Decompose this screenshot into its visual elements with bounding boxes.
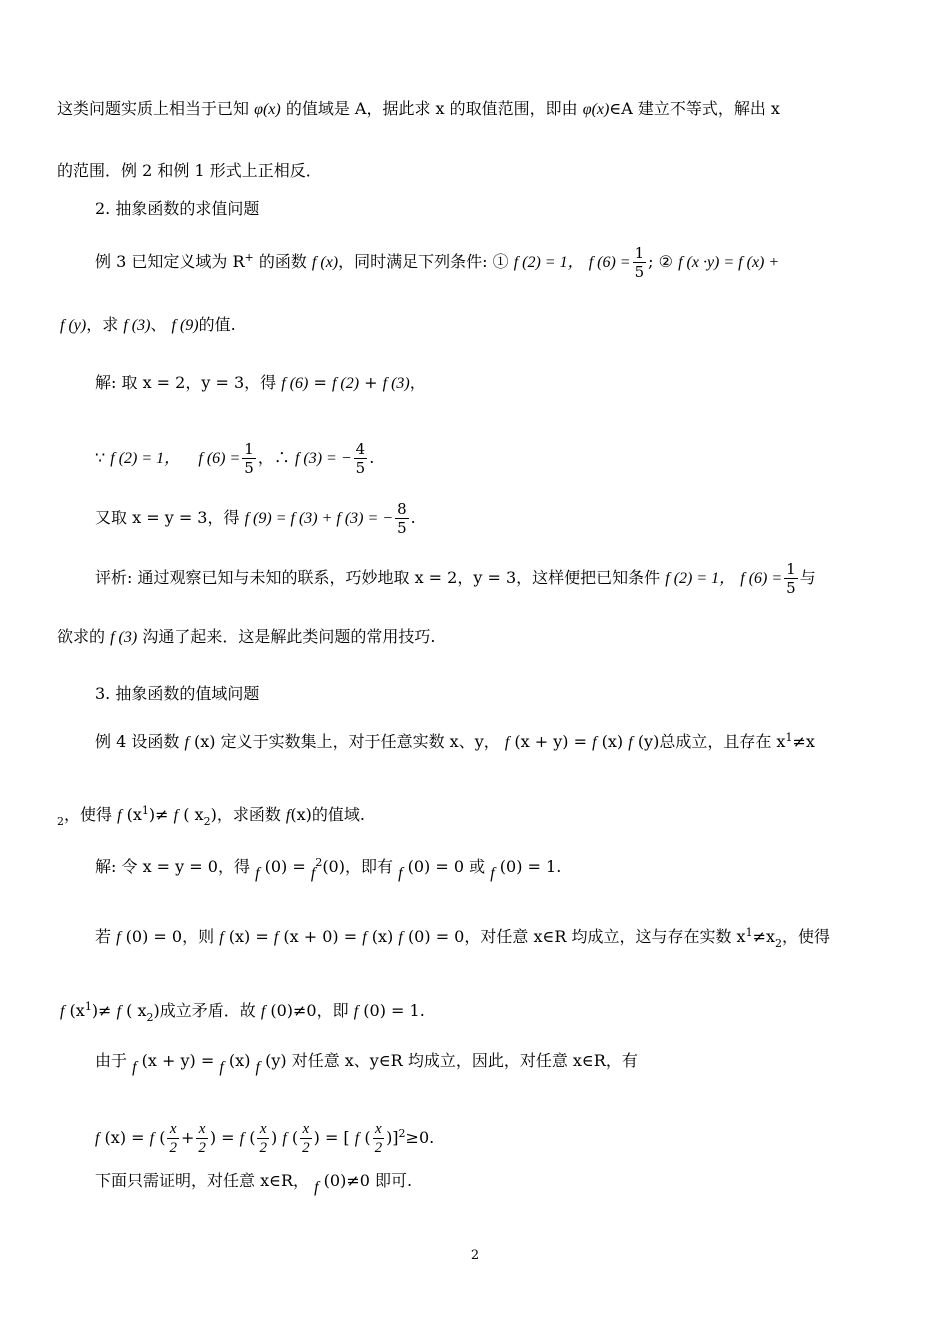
math: f: [60, 1003, 65, 1020]
text: (0)≠0 即可.: [323, 1171, 413, 1190]
math: f: [116, 1003, 122, 1020]
example-4-line-1: [0, 727, 950, 754]
text: ∵: [95, 448, 106, 467]
example-4-line-2: [0, 800, 950, 833]
text: 与: [799, 568, 816, 587]
math: f: [95, 1130, 100, 1147]
text: (0) = 0，对任意 x∈R 均成立，这与存在实数 x: [407, 927, 746, 946]
subscript: 1: [84, 1000, 92, 1013]
text: ≠x: [752, 927, 775, 946]
math: f (2): [331, 375, 360, 392]
math: f: [592, 734, 597, 751]
paragraph-line-2: [0, 160, 950, 182]
text: ，: [409, 373, 426, 392]
fraction: $\frac{1}{5}$: [244, 440, 254, 477]
paragraph-line-1: [0, 98, 950, 121]
subscript: 2: [203, 815, 211, 828]
subscript: 1: [141, 804, 149, 817]
math: f (3) = −: [294, 450, 352, 467]
text: .: [410, 508, 416, 527]
text: (x): [601, 732, 624, 751]
text: ，求: [86, 315, 119, 334]
solution-line-1: [0, 372, 950, 395]
fraction: $\frac{x}{2}$: [374, 1121, 383, 1156]
text: ( x: [126, 1001, 147, 1020]
text: ; ②: [648, 252, 673, 271]
text: (x: [69, 1001, 85, 1020]
text: ( x: [183, 805, 204, 824]
text: +: [180, 1128, 195, 1147]
section-heading-2: [0, 198, 950, 220]
text: (0) = 0，则: [125, 927, 215, 946]
text: (x + 0) =: [283, 927, 358, 946]
fraction: $\frac{x}{2}$: [302, 1121, 310, 1156]
text: 、: [150, 315, 167, 334]
text: ，使得: [64, 805, 113, 824]
text: 的函数: [258, 252, 307, 271]
text: (: [159, 1128, 166, 1147]
text: (0)，即有: [322, 857, 393, 876]
math: f: [490, 865, 495, 882]
superscript: 2: [315, 856, 323, 869]
text: 评析: 通过观察已知与未知的联系，巧妙地取 x = 2，y = 3，这样便把已知条件: [95, 568, 661, 587]
solution-4-line-1: [0, 852, 950, 885]
heading-text: 3. 抽象函数的值域问题: [95, 684, 260, 703]
review-line-2: [0, 626, 950, 649]
math: f (3): [110, 629, 138, 646]
text: )≠: [148, 805, 169, 824]
example-3-line-2: [0, 314, 950, 337]
math: f: [354, 1130, 360, 1147]
math: f (x ·y) = f (x) +: [678, 254, 780, 271]
math: f: [255, 1059, 260, 1076]
math: f: [314, 1179, 319, 1196]
text: ≥0.: [405, 1128, 435, 1147]
text: 的值.: [198, 315, 236, 334]
page-number: 2: [470, 1248, 480, 1263]
text: (x) =: [104, 1128, 145, 1147]
text: )]: [386, 1128, 399, 1147]
text: 又取 x = y = 3，得: [95, 508, 240, 527]
fraction: $\frac{x}{2}$: [259, 1121, 267, 1156]
math: f: [149, 1130, 155, 1147]
math: f: [398, 865, 403, 882]
text: (x: [126, 805, 142, 824]
text: ，使得: [782, 927, 831, 946]
fraction: $\frac{1}{5}$: [634, 244, 645, 281]
text: 由于: [95, 1051, 128, 1070]
math: f (y): [60, 317, 87, 334]
subscript: 2: [775, 937, 782, 950]
text: (0)≠0，即: [270, 1001, 349, 1020]
math: f: [628, 734, 633, 751]
text: 的值域是 A，据此求 x 的取值范围，即由: [285, 99, 578, 118]
math: f: [285, 807, 291, 824]
text: ，∴: [257, 448, 290, 467]
math: f (6) =: [198, 450, 241, 467]
text: (y) 对任意 x、y∈R 均成立，因此，对任意 x∈R，有: [265, 1051, 638, 1070]
math: f: [398, 929, 403, 946]
superscript: 2: [398, 1127, 406, 1140]
text: 例 3 已知定义域为 R: [95, 252, 245, 271]
text: (: [249, 1128, 256, 1147]
fraction: $\frac{1}{5}$: [786, 560, 796, 597]
text: (y)总成立，且存在 x: [637, 732, 786, 751]
text: 这类问题实质上相当于已知: [57, 99, 250, 118]
subscript: 1: [785, 731, 793, 744]
text: 沟通了起来．这是解此类问题的常用技巧.: [142, 627, 436, 646]
text: (x)的值域.: [290, 805, 365, 824]
text: (x) 定义于实数集上，对于任意实数 x、y，: [194, 732, 500, 751]
text: (0) = 1.: [499, 857, 562, 876]
example-3-line-1: [0, 244, 950, 281]
text: )，求函数: [210, 805, 281, 824]
solution-4-line-4: [0, 1050, 950, 1079]
math: f (2) = 1，: [665, 570, 736, 587]
math: f: [504, 734, 510, 751]
math: f (9): [171, 317, 199, 334]
subscript: 1: [745, 926, 753, 939]
text: ∈A 建立不等式，解出 x: [609, 99, 780, 118]
fraction: $\frac{4}{5}$: [355, 440, 366, 477]
solution-4-line-2: [0, 922, 950, 955]
text: 的范围．例 2 和例 1 形式上正相反．: [57, 161, 322, 180]
text: 若: [95, 927, 112, 946]
fraction: $\frac{x}{2}$: [169, 1121, 177, 1156]
text: (0) = 1.: [363, 1001, 425, 1020]
text: (x): [371, 927, 394, 946]
text: )成立矛盾．故: [153, 1001, 256, 1020]
solution-line-2: [0, 440, 950, 477]
math: f (2) = 1，: [513, 254, 584, 271]
math: f (x): [311, 254, 339, 271]
text: +: [364, 373, 378, 392]
math: f: [282, 1130, 287, 1147]
math: f: [310, 865, 316, 882]
math: f (3): [382, 375, 410, 392]
math: f (6): [281, 375, 309, 392]
text: ) =: [209, 1128, 235, 1147]
fraction: $\frac{8}{5}$: [397, 500, 407, 537]
text: (0) = 0 或: [407, 857, 486, 876]
review-line-1: [0, 560, 950, 597]
solution-4-line-5: [0, 1120, 950, 1157]
text: ): [270, 1128, 278, 1147]
math: f: [219, 929, 224, 946]
math: f: [260, 1003, 266, 1020]
fraction: $\frac{x}{2}$: [198, 1121, 206, 1156]
solution-4-line-6: [0, 1170, 950, 1199]
superscript: +: [244, 251, 254, 264]
math: f (9) = f (3) + f (3) = −: [244, 510, 394, 527]
math: f: [173, 807, 179, 824]
math: f (3): [123, 317, 151, 334]
text: (x + y) =: [141, 1051, 215, 1070]
text: ≠x: [792, 732, 815, 751]
math-phi: φ(x): [582, 101, 610, 118]
math: f: [184, 734, 189, 751]
text: (: [291, 1128, 299, 1147]
subscript: 2: [146, 1011, 154, 1024]
text: 解: 令 x = y = 0，得: [95, 857, 250, 876]
text: )≠: [91, 1001, 112, 1020]
text: (x) =: [228, 927, 269, 946]
math: f: [353, 1003, 359, 1020]
text: 例 4 设函数: [95, 732, 180, 751]
math-phi: φ(x): [254, 101, 281, 118]
text: .: [369, 448, 375, 467]
text: 解: 取 x = 2，y = 3，得: [95, 373, 277, 392]
heading-text: 2. 抽象函数的求值问题: [95, 199, 260, 218]
math: f: [255, 865, 260, 882]
text: (x): [228, 1051, 251, 1070]
text: =: [313, 373, 327, 392]
math: f: [273, 929, 279, 946]
math: f: [132, 1059, 137, 1076]
math: f: [239, 1130, 245, 1147]
text: ，同时满足下列条件: ①: [338, 252, 509, 271]
math: f: [219, 1059, 224, 1076]
math: f: [117, 807, 122, 824]
math: f: [116, 929, 121, 946]
text: 欲求的: [57, 627, 106, 646]
text: ) = [: [313, 1128, 350, 1147]
text: (0) =: [264, 857, 306, 876]
math: f: [362, 929, 367, 946]
math: f (6) =: [740, 570, 783, 587]
text: 下面只需证明，对任意 x∈R，: [95, 1171, 310, 1190]
text: (: [364, 1128, 371, 1147]
solution-4-line-3: [0, 996, 950, 1029]
solution-line-3: [0, 500, 950, 537]
math: f (6) =: [588, 254, 631, 271]
subscript: 2: [57, 815, 64, 828]
text: (x + y) =: [514, 732, 588, 751]
section-heading-3: [0, 683, 950, 705]
math: f (2) = 1，: [110, 450, 181, 467]
